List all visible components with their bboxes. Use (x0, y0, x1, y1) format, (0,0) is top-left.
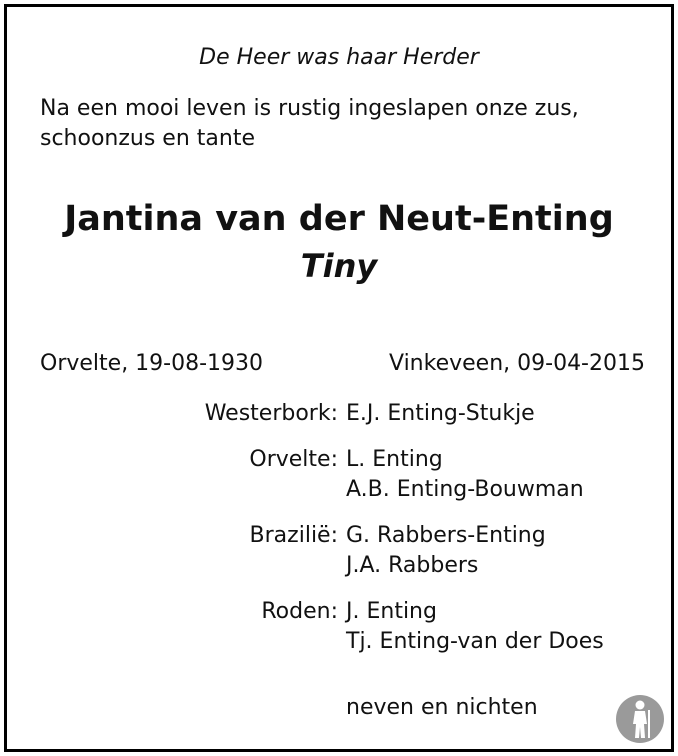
family-names (338, 399, 535, 429)
family-place: Brazilië: (249, 523, 338, 548)
family-group (7, 521, 671, 581)
family-member: E.J. Enting-Stukje (346, 401, 535, 426)
birth-place-date: Orvelte, 19-08-1930 (40, 351, 264, 376)
family-place: Roden: (261, 599, 338, 624)
closing-text: neven en nichten (346, 695, 538, 720)
family-member: J.A. Rabbers (346, 553, 479, 578)
family-place: Orvelte: (249, 447, 338, 472)
deceased-nickname: Tiny (300, 247, 378, 285)
family-names (338, 445, 584, 505)
family-names (338, 597, 604, 657)
walking-figure-logo-icon (615, 694, 665, 744)
family-member: A.B. Enting-Bouwman (346, 477, 584, 502)
family-member: G. Rabbers-Enting (346, 523, 546, 548)
death-place-date: Vinkeveen, 09-04-2015 (389, 351, 645, 376)
family-list (7, 399, 671, 673)
family-member: J. Enting (346, 599, 437, 624)
family-place: Westerbork: (204, 401, 338, 426)
family-group (7, 399, 671, 429)
motto: De Heer was haar Herder (199, 45, 479, 70)
deceased-name: Jantina van der Neut-Enting (64, 199, 614, 239)
family-member: L. Enting (346, 447, 443, 472)
intro-line: schoonzus en tante (40, 126, 255, 151)
family-names (338, 521, 546, 581)
intro-text (40, 94, 579, 154)
family-group (7, 445, 671, 505)
obituary-notice (4, 4, 674, 752)
intro-line: Na een mooi leven is rustig ingeslapen onze zus, (40, 96, 579, 121)
family-group (7, 597, 671, 657)
family-member: Tj. Enting-van der Does (346, 629, 604, 654)
